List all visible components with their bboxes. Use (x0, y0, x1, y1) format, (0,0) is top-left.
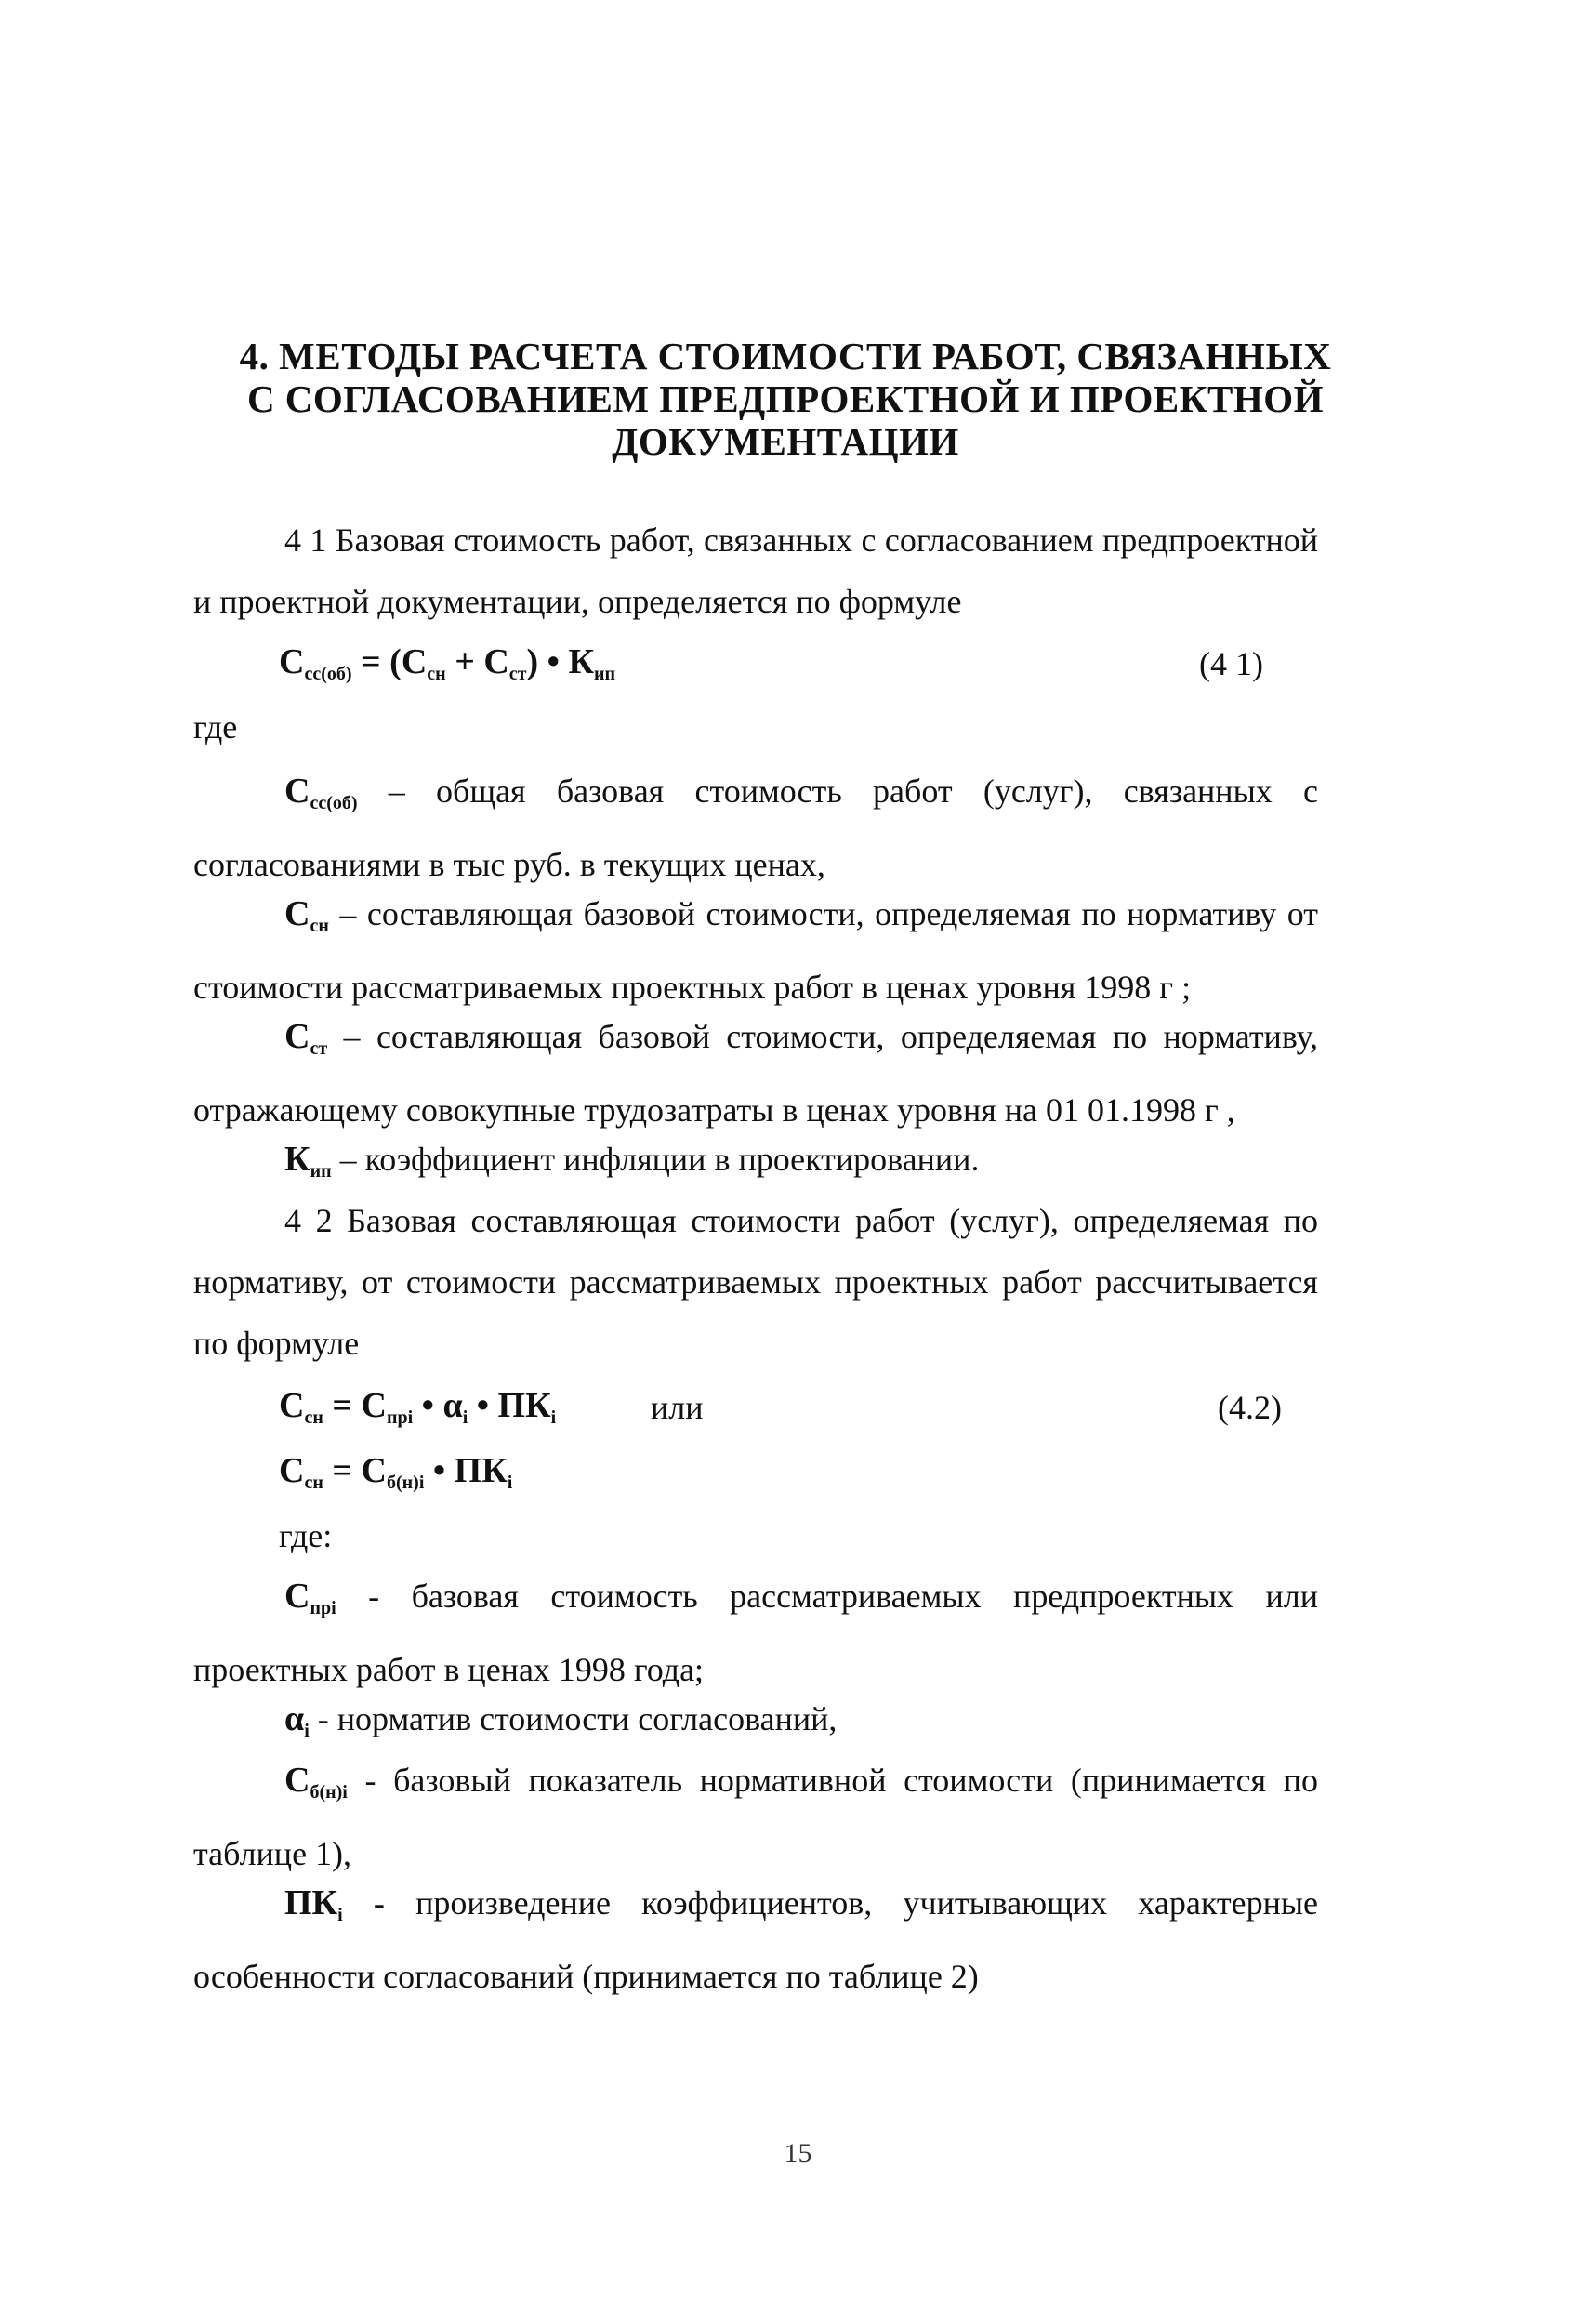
formula-4-1: $С_{сс(об)} = (С_{сн} + С_{ст})$ • $К_{ип}$ (279, 642, 616, 684)
definition-c-bni: $С_{б(н)i}$ - базовый показатель нормативной стоимости (принимается по таблице 1), (193, 1761, 1318, 1872)
where-label-2: где: (279, 1517, 333, 1554)
heading-line-1: 4. МЕТОДЫ РАСЧЕТА СТОИМОСТИ РАБОТ, СВЯЗАННЫХ (239, 335, 1332, 377)
paragraph-4-2: 4 2 Базовая составляющая стоимости работ (услуг), определяемая по нормативу, от стоимости рассматриваемых проектных работ рассчитывается по формуле (193, 1202, 1318, 1362)
definition-k-ip: $К_{ип}$ – коэффициент инфляции в проектировании. (284, 1140, 980, 1182)
definition-c-st: $С_{ст}$ – составляющая базовой стоимости, определяемая по нормативу, отражающему совокупные трудозатраты в ценах уровня на 01 01.1998 г , (193, 1017, 1318, 1129)
page-number: 15 (784, 2138, 812, 2169)
section-heading (214, 335, 1357, 463)
where-label-1: где (193, 708, 238, 746)
definition-pk-i: $ПК_i$ - произведение коэффициентов, учитывающих характерные особенности согласований (принимается по таблице 2) (193, 1883, 1318, 1995)
formula-4-2b: $С_{сн} = С_{б(н)i}$ • $ПК_i$ (279, 1451, 513, 1493)
equation-number-4-2: (4.2) (1218, 1389, 1282, 1426)
paragraph-4-1: 4 1 Базовая стоимость работ, связанных с согласованием предпроектной и проектной документации, определяется по формуле (193, 522, 1318, 620)
equation-number-4-1: (4 1) (1199, 645, 1263, 682)
definition-c-pri: $С_{прi}$ - базовая стоимость рассматриваемых предпроектных или проектных работ в ценах 1998 года; (193, 1577, 1318, 1688)
heading-line-2: С СОГЛАСОВАНИЕМ ПРЕДПРОЕКТНОЙ И ПРОЕКТНОЙ (246, 377, 1325, 420)
heading-line-3: ДОКУМЕНТАЦИИ (612, 420, 959, 463)
formula-4-2a: $С_{сн} = С_{прi}$ • $\alpha_i$ • $ПК_i$ (279, 1386, 557, 1428)
or-label: или (651, 1389, 704, 1426)
definition-c-ss-ob: $С_{сс(об)}$ – общая базовая стоимость работ (услуг), связанных с согласованиями в тыс руб. в текущих ценах, (193, 772, 1318, 883)
definition-alpha-i: $\alpha_i$ - норматив стоимости согласований, (284, 1699, 838, 1741)
definition-c-sn: $С_{сн}$ – составляющая базовой стоимости, определяемая по нормативу от стоимости рассматриваемых проектных работ в ценах уровня 1998 г ; (193, 894, 1318, 1006)
